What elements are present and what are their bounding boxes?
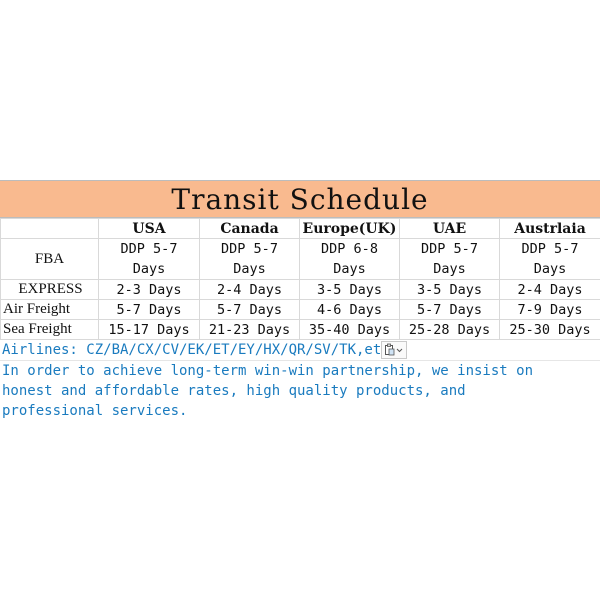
cell-line: Days: [333, 261, 366, 277]
cell-line: DDP 5-7: [221, 241, 278, 257]
table-cell[interactable]: [200, 239, 300, 280]
table-cell[interactable]: 5-7 Days: [200, 300, 300, 320]
header-cell[interactable]: [1, 219, 99, 239]
table-row-air-freight: [1, 300, 600, 320]
table-row-fba: [1, 239, 600, 280]
header-cell-uae[interactable]: UAE: [400, 219, 500, 239]
row-label[interactable]: Sea Freight: [1, 320, 99, 340]
row-label[interactable]: EXPRESS: [1, 280, 99, 300]
header-row: [1, 219, 600, 239]
table-cell[interactable]: 7-9 Days: [500, 300, 600, 320]
table-cell[interactable]: 4-6 Days: [300, 300, 400, 320]
table-cell[interactable]: 5-7 Days: [99, 300, 200, 320]
header-cell-usa[interactable]: USA: [99, 219, 200, 239]
note-line: In order to achieve long-term win-win partnership, we insist on: [2, 363, 534, 379]
cell-line: Days: [132, 261, 166, 277]
table-cell[interactable]: 5-7 Days: [400, 300, 500, 320]
table-cell[interactable]: [500, 239, 600, 280]
header-cell-australia[interactable]: Austrlaia: [500, 219, 600, 239]
row-label[interactable]: FBA: [1, 239, 99, 280]
table-row-express: [1, 280, 600, 300]
row-label[interactable]: Air Freight: [1, 300, 99, 320]
table-cell[interactable]: 2-4 Days: [200, 280, 300, 300]
table-cell[interactable]: [99, 239, 200, 280]
table-cell[interactable]: 35-40 Days: [300, 320, 400, 340]
table-cell[interactable]: [400, 239, 500, 280]
header-cell-europe[interactable]: Europe(UK): [300, 219, 400, 239]
table-cell[interactable]: 3-5 Days: [400, 280, 500, 300]
cell-line: Days: [233, 261, 266, 277]
airlines-row: [0, 340, 600, 361]
table-row-sea-freight: [1, 320, 600, 340]
cell-line: Days: [433, 261, 466, 277]
table-cell[interactable]: [300, 239, 400, 280]
airlines-text[interactable]: Airlines: CZ/BA/CX/CV/EK/ET/EY/HX/QR/SV/TK,et: [2, 342, 382, 358]
page-title: Transit Schedule: [171, 182, 429, 216]
transit-table: [0, 218, 600, 340]
cell-line: DDP 5-7: [120, 241, 178, 257]
table-cell[interactable]: 2-3 Days: [99, 280, 200, 300]
cell-line: Days: [533, 261, 567, 277]
table-cell[interactable]: 25-30 Days: [500, 320, 600, 340]
paste-options-icon[interactable]: [381, 341, 407, 359]
table-cell[interactable]: 3-5 Days: [300, 280, 400, 300]
title-cell[interactable]: [0, 180, 600, 218]
note-line: professional services.: [2, 403, 188, 419]
cell-line: DDP 5-7: [521, 241, 579, 257]
table-cell[interactable]: 2-4 Days: [500, 280, 600, 300]
spreadsheet: [0, 180, 600, 421]
partnership-note: [0, 361, 592, 421]
table-cell[interactable]: 15-17 Days: [99, 320, 200, 340]
header-cell-canada[interactable]: Canada: [200, 219, 300, 239]
table-cell[interactable]: 21-23 Days: [200, 320, 300, 340]
table-cell[interactable]: 25-28 Days: [400, 320, 500, 340]
note-line: honest and affordable rates, high quality products, and: [2, 383, 466, 399]
cell-line: DDP 6-8: [321, 241, 378, 257]
cell-line: DDP 5-7: [421, 241, 478, 257]
